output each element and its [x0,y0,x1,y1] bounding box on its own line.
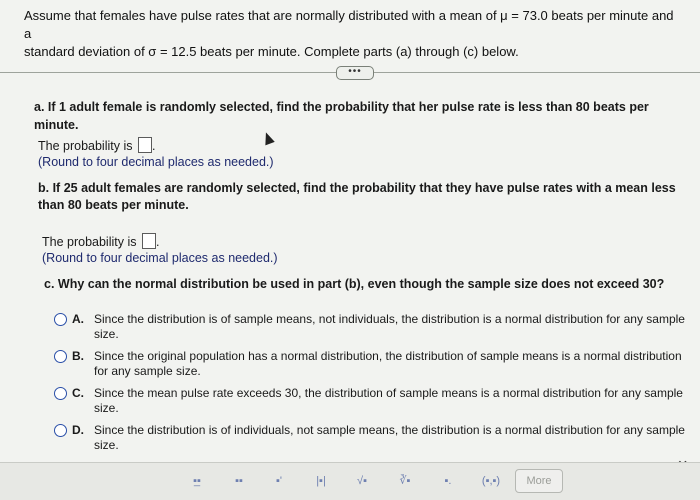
absolute-value-button[interactable]: |▪| [316,475,326,487]
radio-option-d[interactable] [54,424,67,437]
decimal-button[interactable]: ▪. [444,475,452,487]
ordered-pair-button[interactable]: (▪,▪) [481,475,501,487]
option-b[interactable] [54,349,694,379]
expand-ellipsis-button[interactable]: ••• [336,66,374,80]
part-a-answer-prefix: The probability is [38,139,133,153]
part-a-answer-input[interactable] [138,137,152,153]
more-button[interactable]: More [515,469,563,493]
radio-option-c[interactable] [54,387,67,400]
option-c-text: Since the mean pulse rate exceeds 30, the distribution of sample means is a normal distribution for any sample size. [94,386,683,415]
part-a-question: a. If 1 adult female is randomly selected, find the probability that her pulse rate is less than 80 beats per minute. [34,100,649,132]
nth-root-button[interactable]: ∛▪ [399,475,411,487]
option-b-text: Since the original population has a normal distribution, the distribution of sample means is a normal distribution for any sample size. [94,349,682,378]
option-d-letter: D. [72,423,84,437]
part-a-answer-block [38,137,438,169]
part-b-answer-block [42,233,442,265]
problem-statement [24,7,684,61]
mixed-number-button[interactable]: ▪▪ [235,475,243,487]
part-b-question: b. If 25 adult females are randomly selected, find the probability that they have pulse rates with a mean less than 80 beats per minute. [38,181,676,212]
part-b-hint: (Round to four decimal places as needed.) [42,251,278,265]
option-d-text: Since the distribution is of individuals, not sample means, the distribution is a normal distribution for any sample size. [94,423,685,452]
option-d[interactable] [54,423,694,453]
math-toolbar [0,462,700,500]
exponent-button[interactable]: ▪' [276,475,282,487]
part-b-answer-input[interactable] [142,233,156,249]
radio-option-b[interactable] [54,350,67,363]
option-a-text: Since the distribution is of sample means, not individuals, the distribution is a normal distribution for any sample size. [94,312,685,341]
radio-option-a[interactable] [54,313,67,326]
part-b-answer-prefix: The probability is [42,235,137,249]
option-c[interactable] [54,386,694,416]
part-a-hint: (Round to four decimal places as needed.) [38,155,274,169]
part-c-question: c. Why can the normal distribution be used in part (b), even though the sample size does not exceed 30? [44,277,665,291]
problem-line-2: standard deviation of σ = 12.5 beats per minute. Complete parts (a) through (c) below. [24,44,519,59]
square-root-button[interactable]: √▪ [357,475,367,487]
fraction-button[interactable]: ▪̲▪ [193,475,201,487]
problem-line-1: Assume that females have pulse rates that are normally distributed with a mean of μ = 73.0 beats per minute and a [24,8,674,41]
part-c-options [54,312,694,460]
option-a[interactable] [54,312,694,342]
option-b-letter: B. [72,349,84,363]
option-c-letter: C. [72,386,84,400]
part-a-answer-suffix: . [151,139,156,153]
part-b-answer-suffix: . [155,235,160,249]
option-a-letter: A. [72,312,84,326]
